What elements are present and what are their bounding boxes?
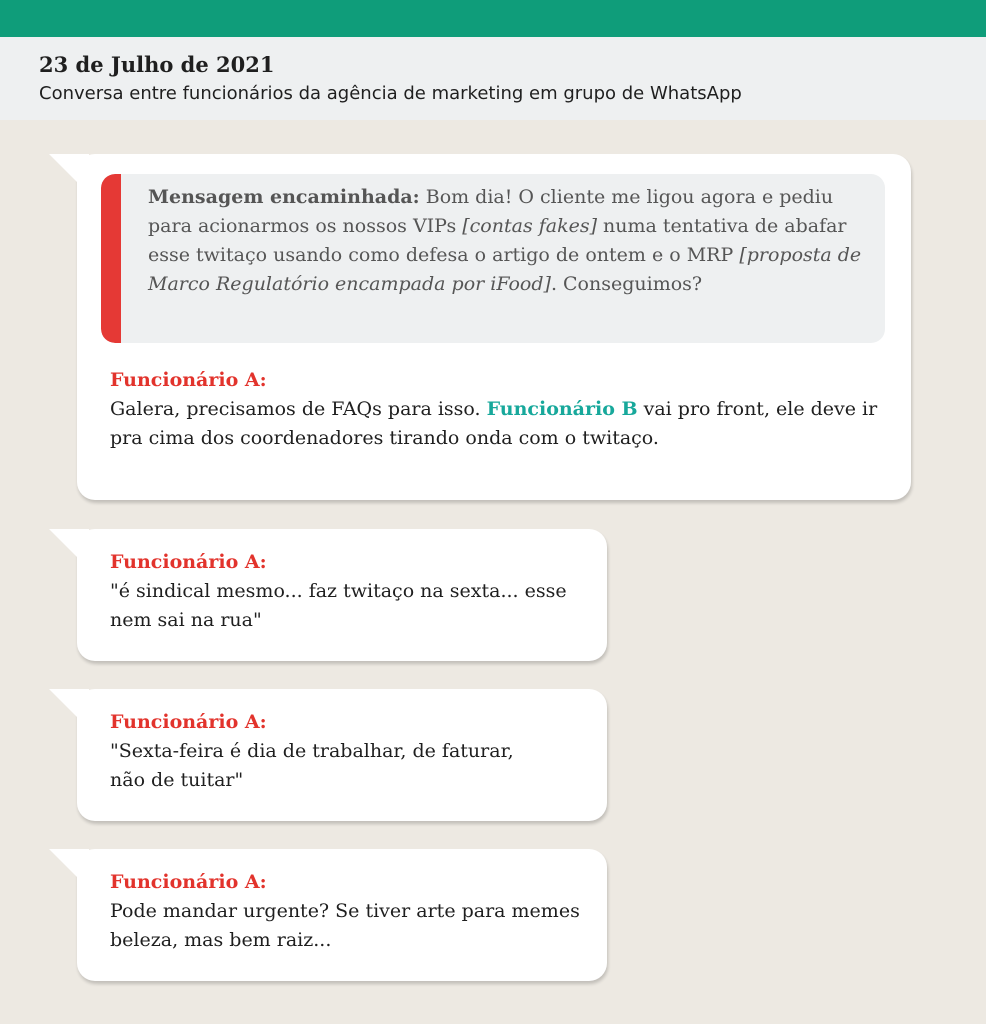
forwarded-quote-bar [101,174,121,343]
message-text-part: vai pro front, ele deve ir pra cima dos coordenadores tirando onda com o twitaço. [110,398,878,449]
chat-bubble-4 [77,849,607,981]
chat-bubble-3 [77,689,607,821]
bubble-tail-icon [49,849,89,889]
bubble-tail-icon [49,529,89,569]
forwarded-text-part: Bom dia! O cliente me ligou agora e pediu para acionarmos os nossos VIPs [148,186,834,237]
message-body [110,868,590,955]
page-header [0,37,986,120]
message-text [110,395,900,453]
message-body [110,366,900,453]
speaker-name: Funcionário A: [110,369,267,391]
header-date: 23 de Julho de 2021 [39,52,275,77]
forwarded-note: [contas fakes] [462,215,598,237]
chat-bubble-2 [77,529,607,661]
message-body [110,548,580,635]
speaker-name: Funcionário A: [110,711,267,733]
mention-tag: Funcionário B [486,398,638,420]
header-description: Conversa entre funcionários da agência de marketing em grupo de WhatsApp [39,83,742,104]
forwarded-label: Mensagem encaminhada: [148,186,420,208]
message-text-part: Galera, precisamos de FAQs para isso. [110,398,487,420]
forwarded-text-part: numa tentativa de abafar esse twitaço usando como defesa o artigo de ontem e o MRP [148,215,847,266]
bubble-tail-icon [49,689,89,729]
forwarded-message [101,174,885,343]
forwarded-text [148,183,865,299]
forwarded-text-part: . Conseguimos? [550,273,703,295]
message-text: "Sexta-feira é dia de trabalhar, de faturar, não de tuitar" [110,740,514,791]
top-accent-bar [0,0,986,37]
chat-bubble-1 [77,154,911,500]
bubble-tail-icon [49,154,89,194]
forwarded-note: [proposta de Marco Regulatório encampada por iFood] [148,244,862,295]
message-text: "é sindical mesmo... faz twitaço na sexta... esse nem sai na rua" [110,580,567,631]
speaker-name: Funcionário A: [110,871,267,893]
message-body [110,708,540,795]
message-text: Pode mandar urgente? Se tiver arte para memes beleza, mas bem raiz... [110,900,580,951]
speaker-name: Funcionário A: [110,551,267,573]
